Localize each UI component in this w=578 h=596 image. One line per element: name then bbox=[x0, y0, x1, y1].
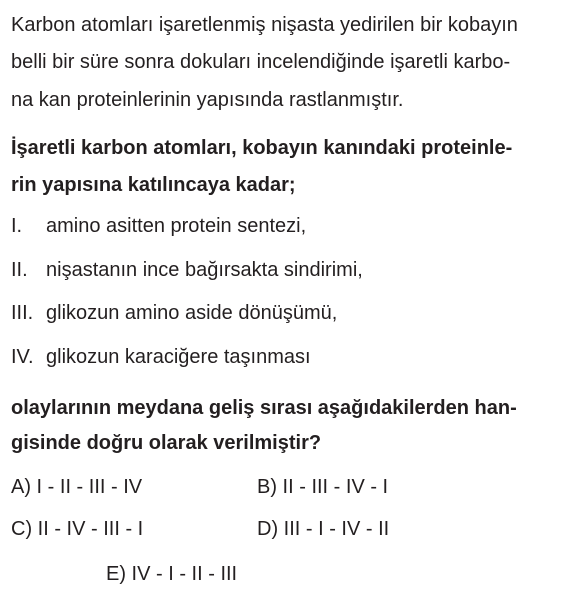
event-item-4 bbox=[11, 345, 311, 369]
option-e[interactable]: E) IV - I - II - III bbox=[106, 563, 238, 585]
event-numeral: II. bbox=[11, 259, 28, 281]
event-numeral: III. bbox=[11, 302, 34, 324]
event-text: amino asitten protein sentezi, bbox=[46, 215, 307, 237]
prompt-line-1: olaylarının meydana geliş sırası aşağıdakilerden han- bbox=[11, 397, 517, 419]
prompt-line-2: gisinde doğru olarak verilmiştir? bbox=[11, 432, 322, 454]
event-item-3 bbox=[11, 301, 337, 325]
event-text: glikozun amino aside dönüşümü, bbox=[46, 302, 338, 324]
question-stem-line-2: rin yapısına katılıncaya kadar; bbox=[11, 174, 296, 196]
intro-line-2: belli bir süre sonra dokuları incelendiğinde işaretli karbo- bbox=[11, 51, 511, 73]
event-item-2 bbox=[11, 258, 363, 282]
option-d[interactable]: D) III - I - IV - II bbox=[257, 518, 390, 540]
intro-line-1: Karbon atomları işaretlenmiş nişasta yedirilen bir kobayın bbox=[11, 14, 518, 36]
event-numeral: IV. bbox=[11, 346, 34, 368]
intro-line-3: na kan proteinlerinin yapısında rastlanmıştır. bbox=[11, 89, 404, 111]
event-text: glikozun karaciğere taşınması bbox=[46, 346, 311, 368]
option-b[interactable]: B) II - III - IV - I bbox=[257, 476, 389, 498]
event-text: nişastanın ince bağırsakta sindirimi, bbox=[46, 259, 363, 281]
option-a[interactable]: A) I - II - III - IV bbox=[11, 476, 143, 498]
event-numeral: I. bbox=[11, 215, 23, 237]
option-c[interactable]: C) II - IV - III - I bbox=[11, 518, 144, 540]
question-stem-line-1: İşaretli karbon atomları, kobayın kanındaki proteinle- bbox=[11, 137, 513, 159]
event-item-1 bbox=[11, 214, 306, 238]
